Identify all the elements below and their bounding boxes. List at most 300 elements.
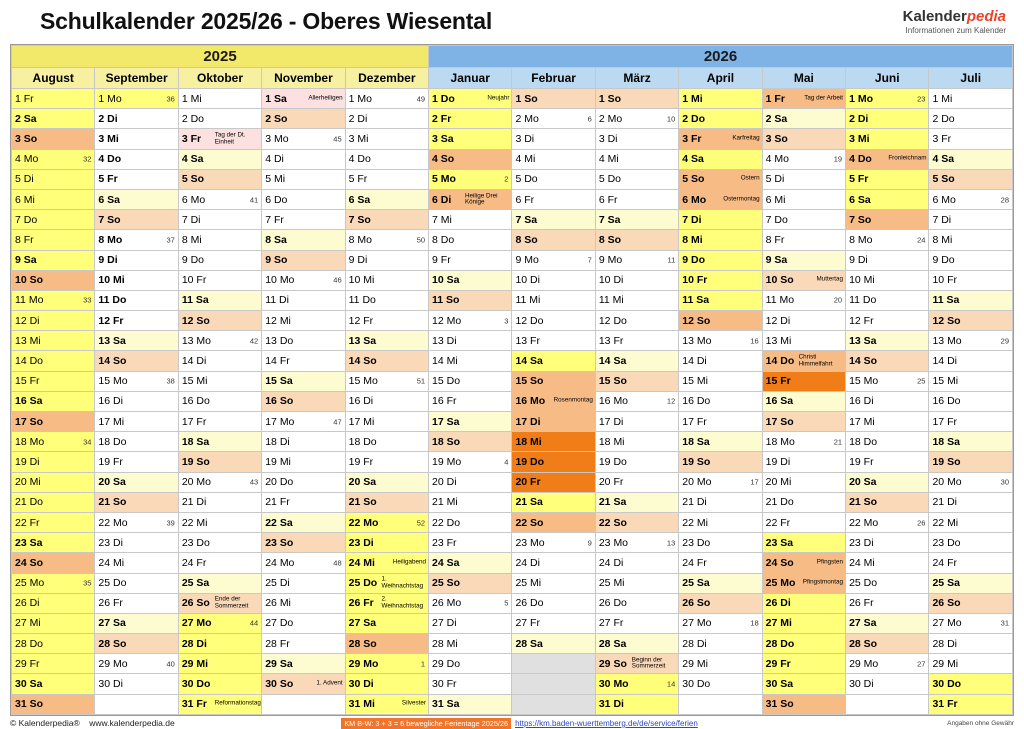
- day-label: 19 Fr: [849, 455, 874, 468]
- day-cell: [429, 512, 512, 532]
- week-number: 5: [504, 598, 509, 608]
- day-cell: [95, 391, 178, 411]
- day-label: 7 Sa: [515, 213, 538, 226]
- day-cell: [762, 109, 845, 129]
- day-label: 17 Fr: [682, 415, 707, 428]
- day-cell: [762, 189, 845, 209]
- day-label: 26 Do: [598, 597, 627, 610]
- day-cell: [929, 210, 1013, 230]
- week-number: 19: [833, 154, 843, 164]
- week-number: 9: [587, 538, 592, 548]
- day-label: 19 Mo: [432, 455, 462, 468]
- day-label: 30 Di: [348, 678, 374, 691]
- week-number: 26: [917, 518, 926, 528]
- day-cell: [262, 492, 345, 512]
- day-cell: [262, 331, 345, 351]
- day-cell: [512, 371, 595, 391]
- day-label: 23 Do: [181, 536, 210, 549]
- day-cell: [95, 573, 178, 593]
- day-label: 13 Mo: [181, 334, 211, 347]
- day-cell: [929, 613, 1013, 633]
- day-cell: [345, 371, 428, 391]
- day-label: 15 Mo: [348, 375, 378, 388]
- day-label: 7 So: [348, 213, 371, 226]
- day-cell: [178, 391, 261, 411]
- day-label: 11 Mi: [515, 294, 541, 307]
- day-cell: [512, 210, 595, 230]
- day-cell: [679, 613, 762, 633]
- day-label: 23 Do: [682, 536, 711, 549]
- week-number: 29: [1000, 336, 1009, 346]
- day-cell: [846, 311, 929, 331]
- week-number: 16: [750, 336, 759, 346]
- day-label: 5 Do: [515, 173, 538, 186]
- day-label: 22 Sa: [265, 516, 293, 529]
- day-label: 24 So: [765, 556, 794, 569]
- day-cell: [679, 553, 762, 573]
- calendar-day-row: [12, 613, 1013, 633]
- day-cell: [595, 290, 678, 310]
- day-label: 20 Mo: [181, 476, 211, 489]
- day-cell: [929, 593, 1013, 613]
- day-cell: [345, 290, 428, 310]
- holiday-note: Reformationstag: [214, 699, 261, 707]
- day-cell: [762, 290, 845, 310]
- holiday-note: Ostern: [740, 175, 760, 183]
- day-cell: [95, 270, 178, 290]
- day-label: 26 So: [682, 597, 711, 610]
- day-cell: [12, 553, 95, 573]
- day-label: 2 Fr: [432, 112, 452, 125]
- day-label: 4 Sa: [181, 153, 204, 166]
- day-cell: [12, 351, 95, 371]
- day-label: 15 Fr: [765, 375, 791, 388]
- day-label: 27 Mi: [765, 617, 792, 630]
- day-label: 18 Mo: [765, 435, 795, 448]
- day-cell: [762, 573, 845, 593]
- day-label: 22 Mi: [932, 516, 959, 529]
- month-header-maerz: März: [595, 68, 678, 89]
- day-cell: [929, 512, 1013, 532]
- calendar-day-row: [12, 169, 1013, 189]
- day-label: 11 Do: [98, 294, 127, 307]
- day-label: 18 Sa: [932, 435, 960, 448]
- day-label: 26 Do: [515, 597, 544, 610]
- day-cell: [178, 109, 261, 129]
- day-label: 19 Do: [515, 455, 545, 468]
- day-label: 6 Do: [265, 193, 288, 206]
- day-label: 23 Di: [348, 536, 374, 549]
- day-cell: [679, 311, 762, 331]
- day-label: 26 Fr: [98, 597, 123, 610]
- day-cell: [262, 89, 345, 109]
- ferien-link[interactable]: https://km.baden-wuerttemberg.de/de/service/ferien: [515, 718, 698, 728]
- day-cell: [762, 512, 845, 532]
- day-cell: [345, 391, 428, 411]
- week-number: 23: [917, 94, 926, 104]
- day-cell: [262, 351, 345, 371]
- day-cell: [345, 311, 428, 331]
- week-number: 1: [420, 659, 426, 669]
- day-cell: [262, 391, 345, 411]
- day-label: 10 Sa: [432, 274, 460, 287]
- day-cell: [12, 533, 95, 553]
- day-label: 8 Mo: [98, 233, 123, 246]
- week-number: 42: [249, 336, 259, 346]
- day-cell: [762, 230, 845, 250]
- day-cell: [345, 512, 428, 532]
- day-label: 29 Mi: [682, 657, 708, 670]
- day-cell: [262, 654, 345, 674]
- day-cell: [679, 634, 762, 654]
- day-cell: [12, 432, 95, 452]
- day-label: 16 So: [265, 395, 294, 408]
- day-cell: [679, 331, 762, 351]
- day-cell: [679, 432, 762, 452]
- copyright-text: © Kalenderpedia®: [10, 718, 80, 729]
- day-label: 25 So: [432, 577, 461, 590]
- day-label: 29 Do: [432, 657, 461, 670]
- day-cell: [429, 371, 512, 391]
- day-label: 2 Sa: [765, 112, 788, 125]
- day-label: 3 Di: [598, 132, 618, 145]
- day-cell: [345, 189, 428, 209]
- day-cell: [929, 189, 1013, 209]
- day-label: 6 Mi: [15, 193, 35, 206]
- day-label: 5 Fr: [849, 173, 869, 186]
- day-label: 3 So: [765, 132, 788, 145]
- day-label: 28 So: [348, 637, 377, 650]
- day-cell: [762, 533, 845, 553]
- day-cell: [929, 351, 1013, 371]
- day-label: 8 Fr: [765, 233, 785, 246]
- day-label: 20 Di: [432, 476, 457, 489]
- day-cell: [95, 593, 178, 613]
- day-cell: [512, 533, 595, 553]
- day-label: 6 Fr: [515, 193, 535, 206]
- day-label: 19 So: [932, 455, 961, 468]
- day-cell: [929, 452, 1013, 472]
- day-cell: [95, 149, 178, 169]
- week-number: 35: [83, 578, 92, 588]
- day-label: 10 Mi: [98, 274, 125, 287]
- day-cell: [929, 230, 1013, 250]
- day-cell: [12, 189, 95, 209]
- day-label: 23 So: [265, 536, 294, 549]
- day-cell: [762, 250, 845, 270]
- calendar-day-row: [12, 290, 1013, 310]
- week-number: 49: [416, 94, 426, 104]
- day-label: 20 Mo: [682, 476, 712, 489]
- day-label: 4 Mi: [515, 153, 536, 166]
- day-label: 30 Sa: [15, 678, 43, 691]
- day-label: 31 Fr: [181, 698, 207, 711]
- calendar-day-row: [12, 270, 1013, 290]
- day-label: 1 Sa: [265, 92, 287, 105]
- day-label: 24 Mi: [849, 556, 875, 569]
- day-label: 20 Fr: [598, 476, 624, 489]
- day-label: 7 So: [98, 213, 121, 226]
- day-cell: [846, 553, 929, 573]
- day-label: 25 Di: [265, 577, 290, 590]
- day-cell: [929, 533, 1013, 553]
- day-label: 25 Mo: [765, 577, 796, 590]
- day-cell: [262, 129, 345, 149]
- day-label: 29 Sa: [265, 657, 293, 670]
- week-number: 11: [667, 255, 676, 265]
- day-label: 7 So: [849, 213, 872, 226]
- day-cell: [679, 129, 762, 149]
- day-label: 11 Sa: [181, 294, 209, 307]
- day-cell: [95, 674, 178, 694]
- day-label: 1 Fr: [765, 92, 785, 105]
- day-label: 5 Fr: [348, 173, 368, 186]
- day-label: 24 Fr: [181, 556, 207, 569]
- holiday-note: 2. Weihnachtstag: [381, 595, 424, 610]
- day-cell: [262, 553, 345, 573]
- day-cell: [178, 654, 261, 674]
- day-label: 10 Di: [515, 274, 540, 287]
- day-cell: [512, 129, 595, 149]
- footer-disclaimer: Angaben ohne Gewähr: [947, 719, 1014, 727]
- day-cell: [178, 270, 261, 290]
- day-label: 22 Fr: [765, 516, 791, 529]
- calendar-table: [11, 45, 1013, 715]
- day-cell: [679, 210, 762, 230]
- day-label: 16 Sa: [765, 395, 794, 408]
- day-label: 3 Mo: [265, 132, 289, 145]
- day-cell: [95, 351, 178, 371]
- day-label: 30 Di: [849, 678, 874, 691]
- day-label: 6 Mi: [765, 193, 786, 206]
- day-cell: [846, 533, 929, 553]
- day-cell: [595, 573, 678, 593]
- day-cell: [262, 189, 345, 209]
- day-label: 14 Sa: [598, 355, 627, 368]
- day-label: 24 Di: [598, 556, 624, 569]
- day-label: 4 Do: [849, 153, 872, 166]
- day-label: 29 Mo: [348, 657, 379, 670]
- day-label: 22 Mo: [348, 516, 379, 529]
- day-label: 11 Do: [348, 294, 376, 307]
- month-header-mai: Mai: [762, 68, 845, 89]
- day-cell: [12, 210, 95, 230]
- day-cell: [95, 472, 178, 492]
- day-cell: [512, 694, 595, 714]
- kalenderpedia-link[interactable]: www.kalenderpedia.de: [89, 718, 175, 729]
- day-cell: [262, 270, 345, 290]
- week-number: 52: [416, 518, 426, 528]
- day-cell: [345, 169, 428, 189]
- day-cell: [429, 129, 512, 149]
- day-label: 8 Mo: [348, 233, 372, 246]
- day-cell: [679, 189, 762, 209]
- day-label: 27 Do: [265, 617, 294, 630]
- day-cell: [429, 492, 512, 512]
- day-label: 6 Di: [432, 193, 452, 206]
- day-cell: [762, 452, 845, 472]
- day-label: 18 Mo: [15, 435, 45, 448]
- day-label: 9 Mo: [515, 254, 539, 267]
- day-cell: [95, 432, 178, 452]
- day-cell: [846, 290, 929, 310]
- day-cell: [846, 270, 929, 290]
- week-number: 31: [1000, 618, 1009, 628]
- month-header-dezember: Dezember: [345, 68, 428, 89]
- week-number: 45: [333, 134, 342, 144]
- day-label: 7 Di: [682, 213, 702, 226]
- day-label: 30 Do: [682, 678, 711, 691]
- day-cell: [846, 512, 929, 532]
- holiday-note: Ostermontag: [723, 195, 760, 203]
- day-label: 17 Fr: [932, 415, 957, 428]
- day-label: 13 Mi: [765, 334, 792, 347]
- day-label: 17 Di: [515, 415, 541, 428]
- day-label: 24 Mi: [98, 556, 125, 569]
- day-label: 22 Mo: [849, 516, 879, 529]
- day-label: 8 Mi: [682, 233, 703, 246]
- day-cell: [595, 250, 678, 270]
- day-label: 1 Mi: [181, 92, 202, 105]
- day-cell: [345, 210, 428, 230]
- week-number: 20: [833, 295, 843, 305]
- day-cell: [345, 613, 428, 633]
- day-label: 13 Sa: [98, 334, 126, 347]
- day-label: 28 So: [849, 637, 878, 650]
- day-label: 13 Do: [265, 334, 294, 347]
- week-number: 32: [83, 154, 92, 164]
- day-cell: [512, 331, 595, 351]
- day-cell: [512, 512, 595, 532]
- day-cell: [95, 694, 178, 714]
- day-label: 2 Di: [348, 112, 368, 125]
- holiday-note: Ende der Sommerzeit: [214, 595, 249, 610]
- week-number: 48: [333, 558, 342, 568]
- day-cell: [178, 472, 261, 492]
- calendar-day-row: [12, 230, 1013, 250]
- month-header-april: April: [679, 68, 762, 89]
- day-label: 20 Do: [265, 476, 294, 489]
- day-cell: [12, 452, 95, 472]
- day-cell: [12, 290, 95, 310]
- week-number: 21: [833, 437, 843, 447]
- day-cell: [12, 391, 95, 411]
- day-label: 25 Mo: [15, 577, 45, 590]
- day-cell: [262, 593, 345, 613]
- day-label: 1 Mo: [849, 92, 873, 105]
- day-cell: [762, 694, 845, 714]
- day-label: 11 Mi: [598, 294, 624, 307]
- day-cell: [512, 391, 595, 411]
- day-label: 31 Sa: [432, 698, 460, 711]
- day-cell: [846, 391, 929, 411]
- day-cell: [429, 573, 512, 593]
- day-cell: [762, 89, 845, 109]
- week-number: 6: [587, 114, 592, 124]
- week-number: 44: [249, 618, 259, 628]
- day-label: 19 Di: [15, 455, 40, 468]
- day-cell: [846, 109, 929, 129]
- day-label: 21 Do: [15, 496, 44, 509]
- day-cell: [345, 129, 428, 149]
- week-number: 3: [504, 316, 509, 326]
- day-cell: [178, 674, 261, 694]
- day-label: 17 Mi: [98, 415, 125, 428]
- day-cell: [429, 412, 512, 432]
- day-label: 23 Mo: [598, 536, 629, 549]
- day-cell: [846, 432, 929, 452]
- day-cell: [762, 634, 845, 654]
- day-cell: [178, 169, 261, 189]
- day-cell: [429, 109, 512, 129]
- week-number: 40: [166, 659, 175, 669]
- day-cell: [929, 290, 1013, 310]
- holiday-note: Pfingsten: [816, 558, 844, 566]
- day-label: 22 Mo: [98, 516, 128, 529]
- day-label: 8 So: [598, 233, 622, 246]
- day-label: 5 So: [682, 173, 705, 186]
- day-label: 21 Do: [765, 496, 794, 509]
- day-label: 27 Fr: [598, 617, 624, 630]
- day-label: 11 Mo: [15, 294, 44, 307]
- day-label: 24 Mo: [265, 556, 295, 569]
- day-label: 29 Mi: [932, 657, 959, 670]
- day-cell: [762, 149, 845, 169]
- day-cell: [929, 311, 1013, 331]
- day-cell: [846, 412, 929, 432]
- day-cell: [178, 149, 261, 169]
- year-label-2026: 2026: [429, 46, 1013, 68]
- day-label: 10 Fr: [181, 274, 207, 287]
- day-cell: [512, 553, 595, 573]
- day-cell: [595, 89, 678, 109]
- month-header-november: November: [262, 68, 345, 89]
- day-cell: [178, 129, 261, 149]
- day-label: 25 Mi: [515, 577, 542, 590]
- day-cell: [512, 311, 595, 331]
- month-header-juni: Juni: [846, 68, 929, 89]
- holiday-note: 1. Advent: [316, 679, 343, 687]
- day-cell: [846, 371, 929, 391]
- day-cell: [846, 573, 929, 593]
- day-label: 9 Fr: [432, 254, 451, 267]
- day-label: 2 Do: [932, 112, 955, 125]
- day-cell: [512, 351, 595, 371]
- day-cell: [595, 129, 678, 149]
- day-label: 11 Sa: [682, 294, 710, 307]
- day-cell: [929, 391, 1013, 411]
- day-cell: [429, 694, 512, 714]
- holiday-note: Pfingstmontag: [802, 578, 844, 586]
- day-cell: [679, 472, 762, 492]
- day-cell: [95, 371, 178, 391]
- day-cell: [679, 533, 762, 553]
- day-cell: [12, 412, 95, 432]
- day-cell: [929, 654, 1013, 674]
- day-cell: [178, 533, 261, 553]
- day-cell: [762, 613, 845, 633]
- day-label: 3 Di: [515, 132, 535, 145]
- brand-accent: pedia: [966, 8, 1006, 25]
- day-label: 3 Fr: [932, 132, 952, 145]
- day-cell: [929, 472, 1013, 492]
- day-cell: [846, 250, 929, 270]
- day-label: 31 So: [765, 698, 794, 711]
- day-cell: [429, 311, 512, 331]
- day-cell: [178, 210, 261, 230]
- day-label: 26 Fr: [849, 597, 874, 610]
- brand-tagline: Informationen zum Kalender: [905, 26, 1006, 35]
